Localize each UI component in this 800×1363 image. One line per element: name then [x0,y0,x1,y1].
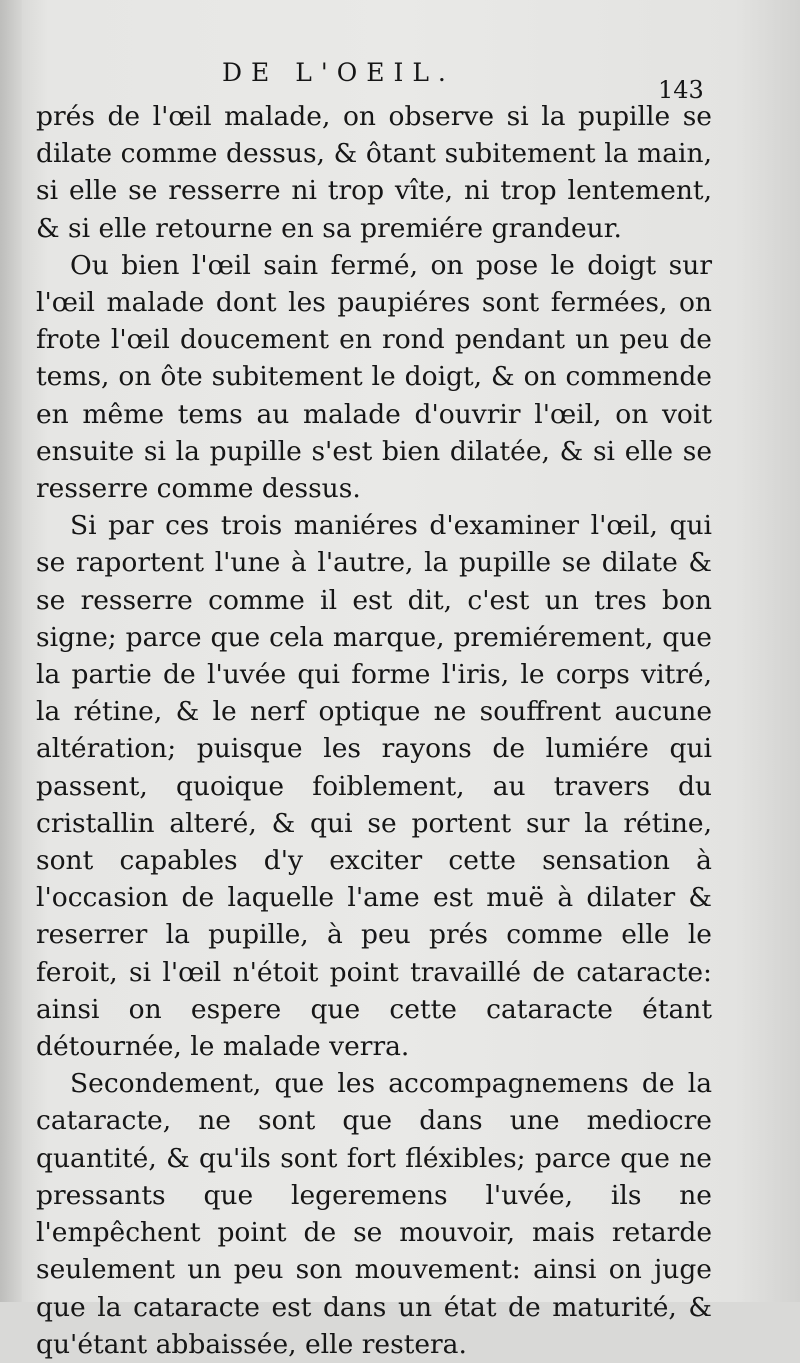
page-gutter-shadow [0,0,22,1302]
running-head [0,58,800,104]
body-text [36,98,712,1363]
paragraph-good-sign: Si par ces trois maniéres d'examiner l'œil, qui se raportent l'une à l'autre, la pupille se dilate & se resserre comme il est dit, c'est un tres bon signe; parce que cela marque, premiérement, que la partie de l'uvée qui forme l'iris, le corps vitré, la rétine, & le nerf optique ne souffrent aucune altération; puisque les rayons de lumiére qui passent, quoique foiblement, au travers du cristallin alteré, & qui se portent sur la rétine, sont capables d'y exciter cette sensation à l'occasion de laquelle l'ame est muë à dilater & reserrer la pupille, à peu prés comme elle le feroit, si l'œil n'étoit point travaillé de cataracte: ainsi on espere que cette cataracte étant détournée, le malade verra. [36,510,712,1063]
paragraph-second-method: Ou bien l'œil sain fermé, on pose le doigt sur l'œil malade dont les paupiéres sont fermées, on frote l'œil doucement en rond pendant un peu de tems, on ôte subitement le doigt, & on commende en même tems au malade d'ouvrir l'œil, on voit ensuite si la pupille s'est bien dilatée, & si elle se resserre comme dessus. [36,249,712,505]
paragraph-secondly: Secondement, que les accompagnemens de la cataracte, ne sont que dans une mediocre quantité, & qu'ils sont fort fléxibles; parce que ne pressants que legeremens l'uvée, ils ne l'empêchent point de se mouvoir, mais retarde seulement un peu son mouvement: ainsi on juge que la cataracte est dans un état de maturité, & qu'étant abbaissée, elle restera. [36,1068,712,1360]
paragraph-continuation: prés de l'œil malade, on observe si la pupille se dilate comme dessus, & ôtant subitement la main, si elle se resserre ni trop vîte, ni trop lentement, & si elle retourne en sa premiére grandeur. [36,101,712,244]
running-title: DE L'OEIL. [222,58,455,87]
page-number: 143 [658,76,704,104]
